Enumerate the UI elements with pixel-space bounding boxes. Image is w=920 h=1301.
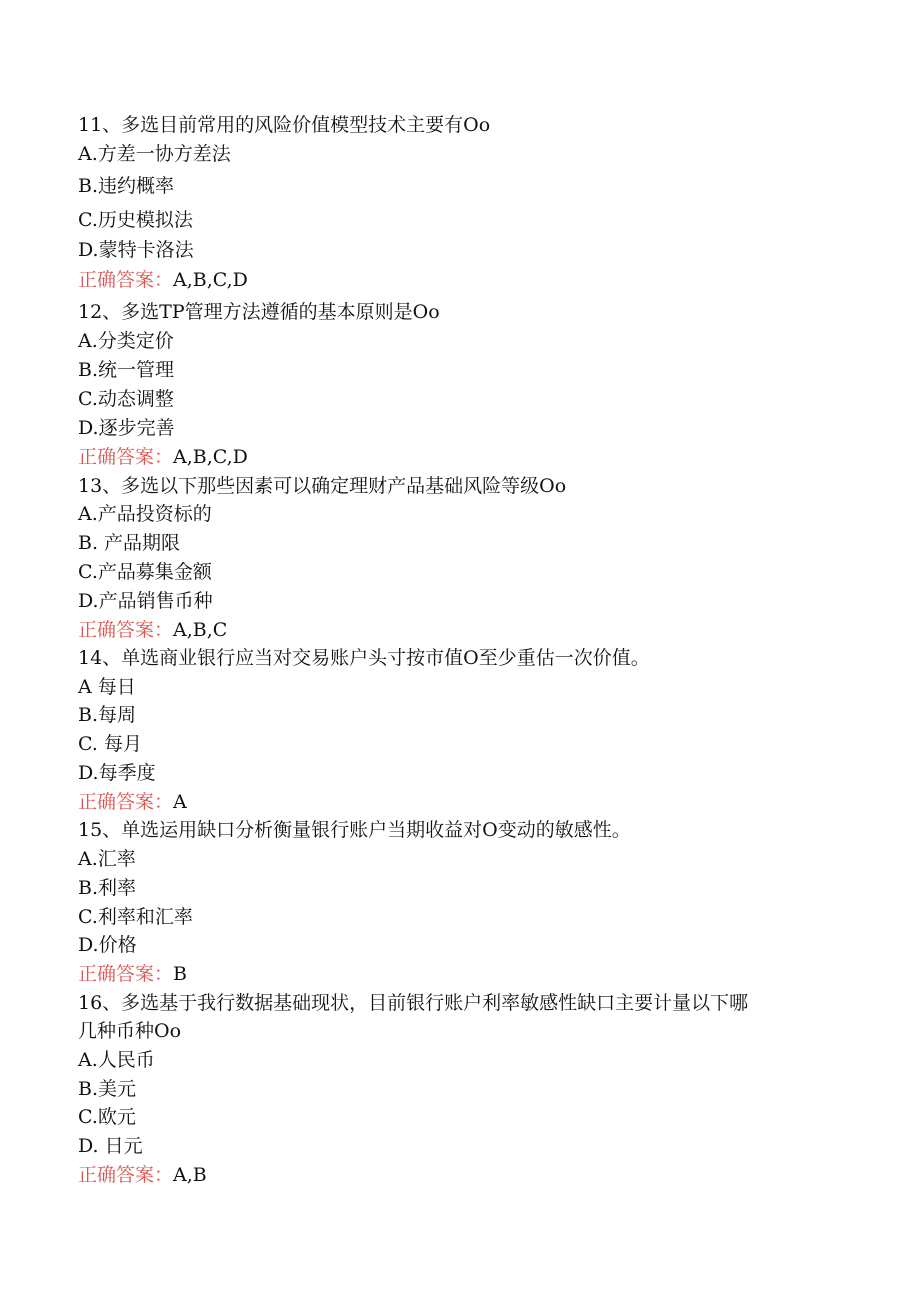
- question-option: C.历史模拟法: [78, 209, 193, 231]
- answer-label: 正确答案：: [78, 791, 174, 813]
- question-option: C.利率和汇率: [78, 906, 193, 928]
- question-option: B. 产品期限: [78, 532, 181, 554]
- question-option: A.汇率: [78, 848, 136, 870]
- question-stem: 13、多选以下那些因素可以确定理财产品基础风险等级Oo: [78, 475, 567, 497]
- question-option: B.违约概率: [78, 175, 175, 197]
- answer-line: [78, 962, 187, 986]
- question-option: B.统一管理: [78, 359, 175, 381]
- answer-line: [78, 790, 187, 814]
- answer-line: [78, 618, 227, 642]
- question-option: C.产品募集金额: [78, 561, 212, 583]
- question-stem: 14、单选商业银行应当对交易账户头寸按市值O至少重估一次价值。: [78, 647, 650, 669]
- answer-label: 正确答案：: [78, 446, 174, 468]
- question-option: C. 每月: [78, 733, 142, 755]
- question-option: A.分类定价: [78, 330, 174, 352]
- question-option: D.逐步完善: [78, 417, 175, 439]
- answer-value: A,B,C,D: [173, 446, 248, 468]
- question-option: B.利率: [78, 877, 137, 899]
- question-option: C.动态调整: [78, 388, 174, 410]
- answer-value: A: [173, 791, 187, 813]
- question-option: B.每周: [78, 704, 137, 726]
- question-option: D.每季度: [78, 762, 156, 784]
- question-stem: 15、单选运用缺口分析衡量银行账户当期收益对O变动的敏感性。: [78, 819, 631, 841]
- answer-value: A,B,C: [173, 619, 228, 641]
- question-option: A.产品投资标的: [78, 503, 212, 525]
- question-option: B.美元: [78, 1078, 137, 1100]
- question-option: D.价格: [78, 934, 137, 956]
- question-option: A 每日: [78, 676, 136, 698]
- answer-label: 正确答案：: [78, 269, 174, 291]
- question-option: A.方差一协方差法: [78, 143, 231, 165]
- question-option: C.欧元: [78, 1106, 136, 1128]
- question-stem: 16、多选基于我行数据基础现状，目前银行账户利率敏感性缺口主要计量以下哪: [78, 992, 749, 1014]
- question-stem: 12、多选TP管理方法遵循的基本原则是Oo: [78, 301, 440, 323]
- answer-label: 正确答案：: [78, 1164, 174, 1186]
- answer-label: 正确答案：: [78, 619, 174, 641]
- answer-value: A,B: [173, 1164, 207, 1186]
- answer-value: A,B,C,D: [173, 269, 248, 291]
- answer-value: B: [173, 963, 187, 985]
- answer-label: 正确答案：: [78, 963, 174, 985]
- answer-line: [78, 1163, 207, 1187]
- answer-line: [78, 445, 248, 469]
- question-option: D. 日元: [78, 1135, 143, 1157]
- answer-line: [78, 268, 248, 292]
- question-stem-continued: 几种币种Oo: [78, 1020, 182, 1042]
- question-option: A.人民币: [78, 1049, 155, 1071]
- question-option: D.蒙特卡洛法: [78, 239, 194, 261]
- question-stem: 11、多选目前常用的风险价值模型技术主要有Oo: [78, 114, 491, 136]
- question-option: D.产品销售币种: [78, 590, 213, 612]
